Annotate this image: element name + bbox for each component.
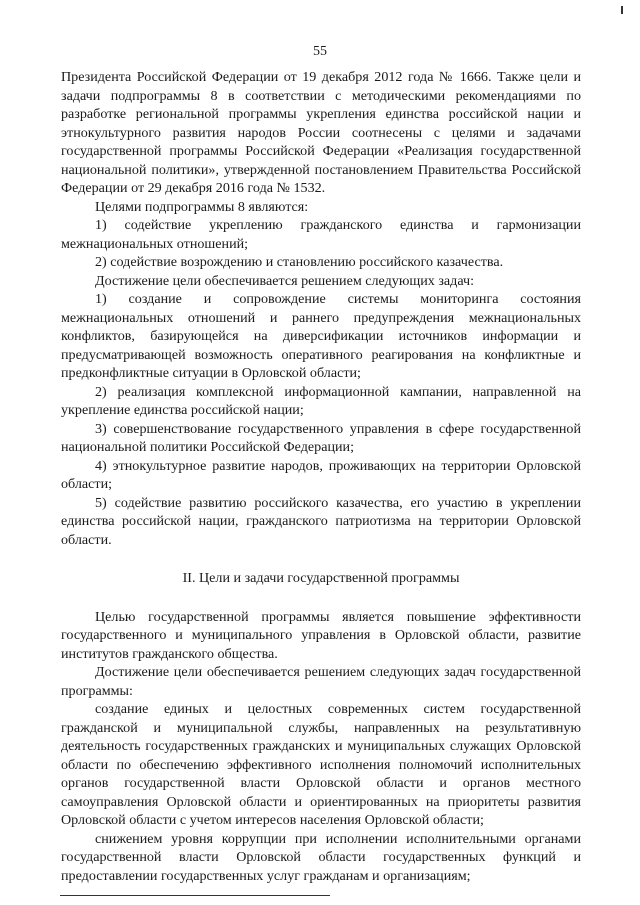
document-body — [61, 68, 581, 885]
goal-item-1: 1) содействие укреплению гражданского единства и гармонизации межнациональных отношений; — [61, 217, 581, 252]
program-tasks-heading: Достижение цели обеспечивается решением следующих задач государственной программы: — [61, 664, 581, 699]
goal-item-2: 2) содействие возрождению и становлению российского казачества. — [95, 254, 504, 270]
task-item-1: 1) создание и сопровождение системы мониторинга состояния межнациональных отношений и раннего предупреждения межнациональных конфликтов, базирующейся на диверсификации источников информации и предусматривающей возможность оперативного реагирования на конфликтные и предконфликтные ситуации в Орловской области; — [61, 291, 581, 381]
program-task-2: снижением уровня коррупции при исполнении исполнительными органами государственной власти Орловской области государственных функций и предоставлении государственных услуг гражданам и организациям; — [61, 830, 581, 884]
section-heading: II. Цели и задачи государственной программы — [182, 570, 460, 586]
page-number: 55 — [313, 44, 327, 59]
task-item-5: 5) содействие развитию российского казачества, его участию в укреплении единства российской нации, гражданского патриотизма на территории Орловской области. — [61, 494, 581, 548]
tasks-heading: Достижение цели обеспечивается решением следующих задач: — [95, 272, 475, 289]
task-item-3: 3) совершенствование государственного управления в сфере государственной национальной политики Российской Федерации; — [61, 420, 581, 455]
program-task-1: создание единых и целостных современных систем государственной гражданской и муниципальной службы, направленных на результативную деятельность государственных гражданских и муниципальных служащих Орловской области по обеспечению эффективного исполнения полномочий исполнительных органов государственной власти Орловской области и органов местного самоуправления Орловской области и ориентированных на приоритеты развития Орловской области с учетом интересов населения Орловской области; — [61, 701, 581, 828]
task-item-4: 4) этнокультурное развитие народов, проживающих на территории Орловской области; — [61, 457, 581, 492]
paragraph-intro: Президента Российской Федерации от 19 декабря 2012 года № 1666. Также цели и задачи подпрограммы 8 в соответствии с методическими рекомендациями по разработке региональной программы укрепления единства российской нации и этнокультурного развития народов России соотнесены с целями и задачами государственной программы Российской Федерации «Реализация государственной национальной политики», утвержденной постановлением Правительства Российской Федерации от 29 декабря 2016 года № 1532. — [61, 69, 581, 196]
footer-rule — [60, 895, 330, 896]
program-goal-paragraph: Целью государственной программы является повышение эффективности государственного и муниципального управления в Орловской области, развитие институтов гражданского общества. — [61, 608, 581, 662]
goals-heading: Целями подпрограммы 8 являются: — [95, 198, 309, 215]
corner-mark — [621, 6, 623, 14]
task-item-2: 2) реализация комплексной информационной кампании, направленной на укрепление единства российской нации; — [61, 383, 581, 418]
